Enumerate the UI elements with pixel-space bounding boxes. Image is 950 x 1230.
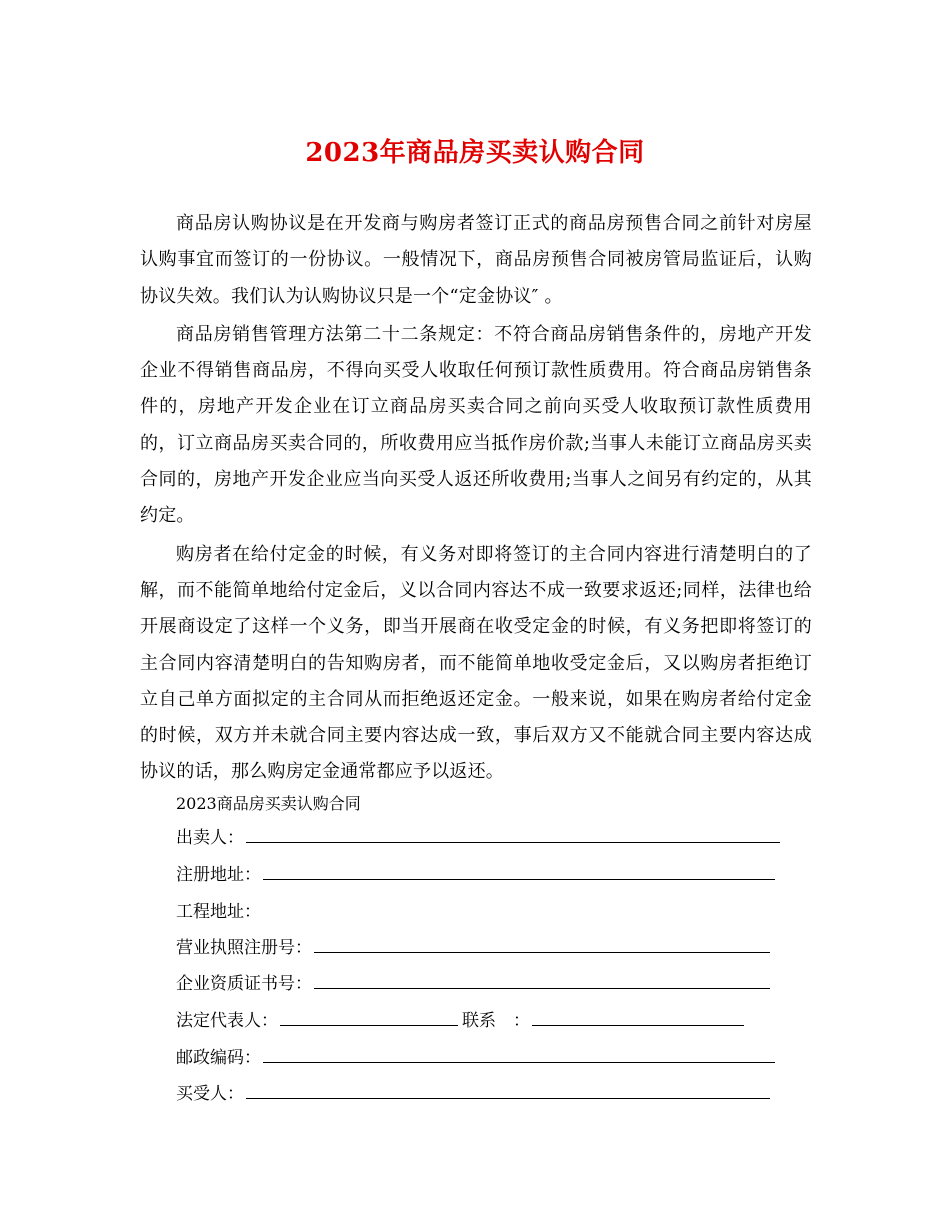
buyer-blank-line[interactable]	[246, 1082, 770, 1099]
postal-code-label: 邮政编码：	[176, 1048, 261, 1068]
registered-address-label: 注册地址：	[176, 865, 261, 885]
buyer-label: 买受人：	[176, 1084, 244, 1104]
project-address-field	[176, 900, 261, 924]
project-address-label: 工程地址：	[176, 902, 261, 922]
paragraph-deposit: 购房者在给付定金的时候，有义务对即将签订的主合同内容进行清楚明白的了解，而不能简单地给付定金后，义以合同内容达不成一致要求返还;同样，法律也给开展商设定了这样一个义务，即当开展商在收受定金的时候，有义务把即将签订的主合同内容清楚明白的告知购房者，而不能简单地收受定金后，又以购房者拒绝订立自己单方面拟定的主合同从而拒绝返还定金。一般来说，如果在购房者给付定金的时候，双方并未就合同主要内容达成一致，事后双方又不能就合同主要内容达成协议的话，那么购房定金通常都应予以返还。	[140, 543, 812, 783]
qualification-no-label: 企业资质证书号：	[176, 974, 312, 994]
qualification-no-blank-line[interactable]	[314, 972, 770, 989]
license-no-label: 营业执照注册号：	[176, 938, 312, 958]
contact-blank-line[interactable]	[532, 1009, 744, 1026]
seller-field	[176, 826, 780, 850]
seller-label: 出卖人：	[176, 828, 244, 848]
registered-address-blank-line[interactable]	[263, 863, 775, 880]
buyer-field	[176, 1082, 770, 1106]
contract-subtitle: 2023商品房买卖认购合同	[176, 794, 361, 813]
license-no-blank-line[interactable]	[314, 936, 770, 953]
qualification-no-field	[176, 972, 770, 996]
paragraph-regulation: 商品房销售管理方法第二十二条规定：不符合商品房销售条件的，房地产开发企业不得销售商品房，不得向买受人收取任何预订款性质费用。符合商品房销售条件的，房地产开发企业在订立商品房买卖合同之前向买受人收取预订款性质费用的，订立商品房买卖合同的，所收费用应当抵作房价款;当事人未能订立商品房买卖合同的，房地产开发企业应当向买受人返还所收费用;当事人之间另有约定的，从其约定。	[140, 323, 812, 527]
postal-code-blank-line[interactable]	[263, 1046, 775, 1063]
document-body	[140, 206, 812, 793]
legal-rep-label: 法定代表人：	[176, 1011, 278, 1031]
contact-label: 联系 ：	[462, 1011, 530, 1031]
postal-code-field	[176, 1046, 775, 1070]
legal-rep-blank-line[interactable]	[280, 1009, 458, 1026]
paragraph-intro: 商品房认购协议是在开发商与购房者签订正式的商品房预售合同之前针对房屋认购事宜而签订的一份协议。一般情况下，商品房预售合同被房管局监证后，认购协议失效。我们认为认购协议只是一个“定金协议″ 。	[140, 213, 812, 307]
document-title: 2023年商品房买卖认购合同	[305, 138, 645, 168]
legal-rep-field	[176, 1009, 744, 1033]
license-no-field	[176, 936, 770, 960]
seller-blank-line[interactable]	[246, 826, 780, 843]
registered-address-field	[176, 863, 775, 887]
